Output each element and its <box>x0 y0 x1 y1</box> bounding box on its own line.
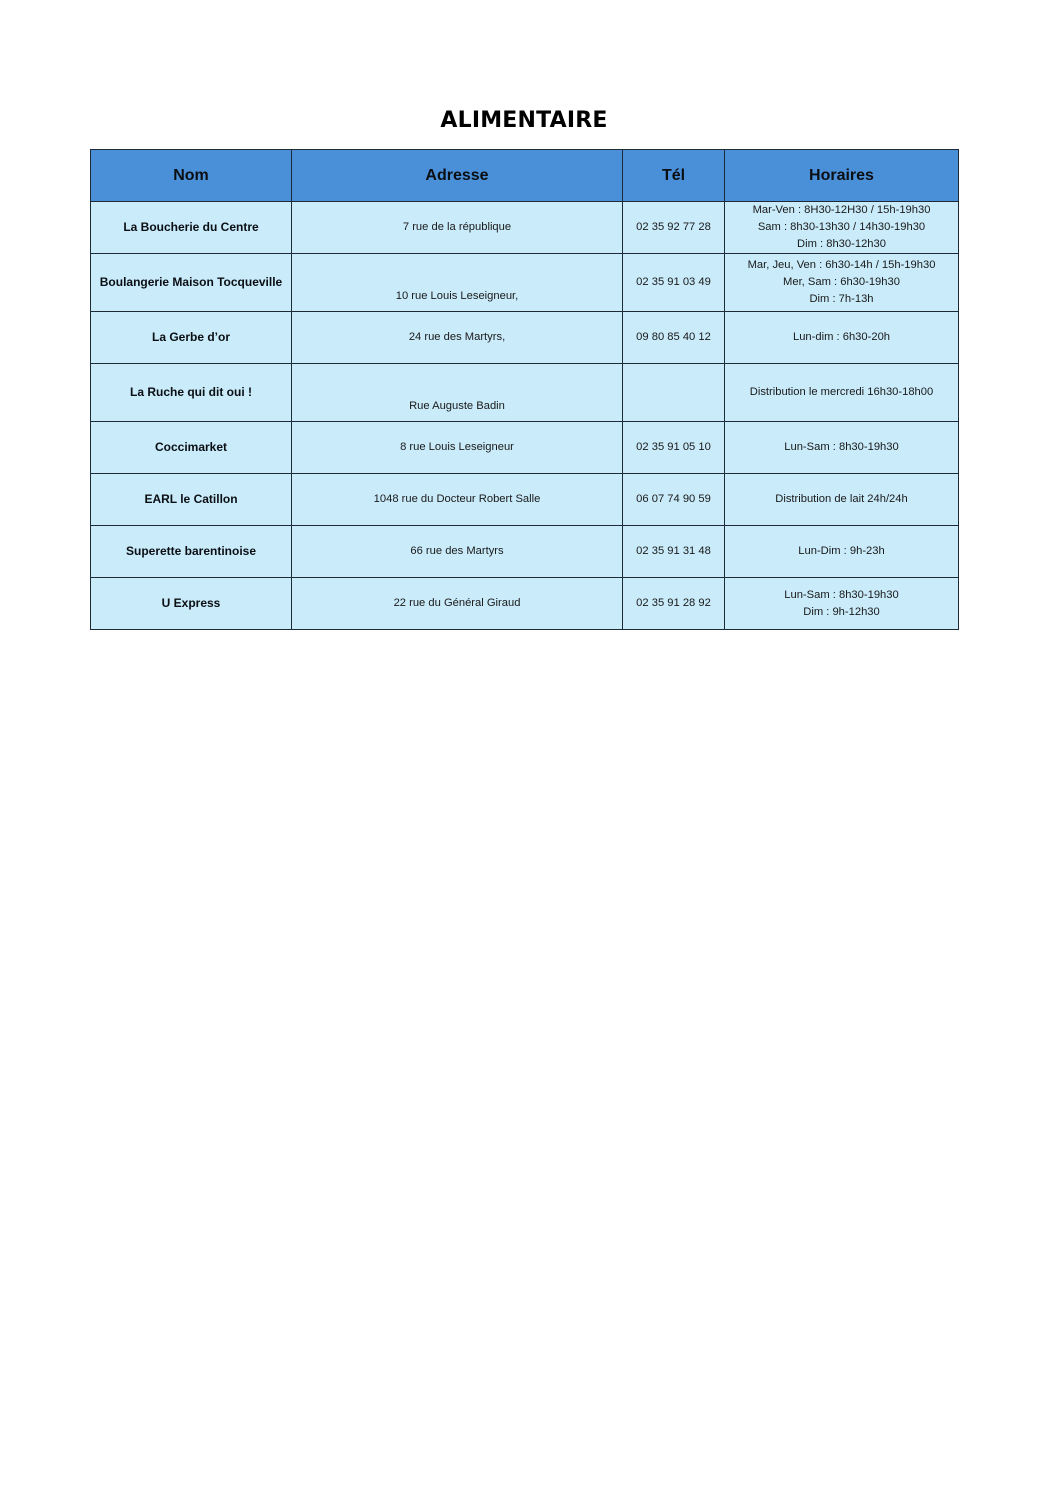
table-row <box>91 254 959 312</box>
table-row <box>91 364 959 422</box>
table-row <box>91 202 959 254</box>
shop-address: 1048 rue du Docteur Robert Salle <box>292 474 623 526</box>
table-header-row <box>91 150 959 202</box>
shop-name: Coccimarket <box>91 422 292 474</box>
shop-address: 7 rue de la république <box>292 202 623 254</box>
shop-hours: Distribution de lait 24h/24h <box>725 474 959 526</box>
shop-address: 24 rue des Martyrs, <box>292 312 623 364</box>
shop-hours: Distribution le mercredi 16h30-18h00 <box>725 364 959 422</box>
page-title: ALIMENTAIRE <box>440 108 608 133</box>
shop-hours: Lun-dim : 6h30-20h <box>725 312 959 364</box>
shop-address: 8 rue Louis Leseigneur <box>292 422 623 474</box>
shop-hours <box>725 254 959 312</box>
shop-phone: 09 80 85 40 12 <box>623 312 725 364</box>
shop-hours <box>725 578 959 630</box>
hours-line: Dim : 8h30-12h30 <box>797 238 886 250</box>
shop-name: Superette barentinoise <box>91 526 292 578</box>
shop-name: La Boucherie du Centre <box>91 202 292 254</box>
shop-name: Boulangerie Maison Tocqueville <box>91 254 292 312</box>
shop-phone <box>623 364 725 422</box>
hours-line: Mar, Jeu, Ven : 6h30-14h / 15h-19h30 <box>747 259 936 271</box>
table-row <box>91 526 959 578</box>
shop-hours <box>725 202 959 254</box>
column-header-tel: Tél <box>623 150 725 202</box>
column-header-nom: Nom <box>91 150 292 202</box>
shop-name: EARL le Catillon <box>91 474 292 526</box>
shop-phone: 02 35 91 28 92 <box>623 578 725 630</box>
table-row <box>91 474 959 526</box>
table-row <box>91 578 959 630</box>
shop-phone: 02 35 91 05 10 <box>623 422 725 474</box>
hours-line: Lun-Sam : 8h30-19h30 <box>784 588 899 601</box>
table-row <box>91 422 959 474</box>
hours-line: Mar-Ven : 8H30-12H30 / 15h-19h30 <box>752 204 931 216</box>
shop-address: 22 rue du Général Giraud <box>292 578 623 630</box>
shop-phone: 02 35 91 03 49 <box>623 254 725 312</box>
shop-address: 66 rue des Martyrs <box>292 526 623 578</box>
shop-hours: Lun-Sam : 8h30-19h30 <box>725 422 959 474</box>
shop-address: Rue Auguste Badin <box>292 364 623 422</box>
hours-line: Sam : 8h30-13h30 / 14h30-19h30 <box>757 221 926 233</box>
column-header-horaires: Horaires <box>725 150 959 202</box>
shop-name: U Express <box>91 578 292 630</box>
shop-address: 10 rue Louis Leseigneur, <box>292 254 623 312</box>
shop-name: La Ruche qui dit oui ! <box>91 364 292 422</box>
shop-hours: Lun-Dim : 9h-23h <box>725 526 959 578</box>
shops-table <box>90 149 959 630</box>
column-header-adresse: Adresse <box>292 150 623 202</box>
shop-name: La Gerbe d’or <box>91 312 292 364</box>
hours-line: Dim : 9h-12h30 <box>803 605 880 618</box>
table-row <box>91 312 959 364</box>
shop-phone: 02 35 92 77 28 <box>623 202 725 254</box>
hours-line: Mer, Sam : 6h30-19h30 <box>783 276 900 288</box>
shop-phone: 02 35 91 31 48 <box>623 526 725 578</box>
hours-line: Dim : 7h-13h <box>809 293 874 305</box>
shop-phone: 06 07 74 90 59 <box>623 474 725 526</box>
